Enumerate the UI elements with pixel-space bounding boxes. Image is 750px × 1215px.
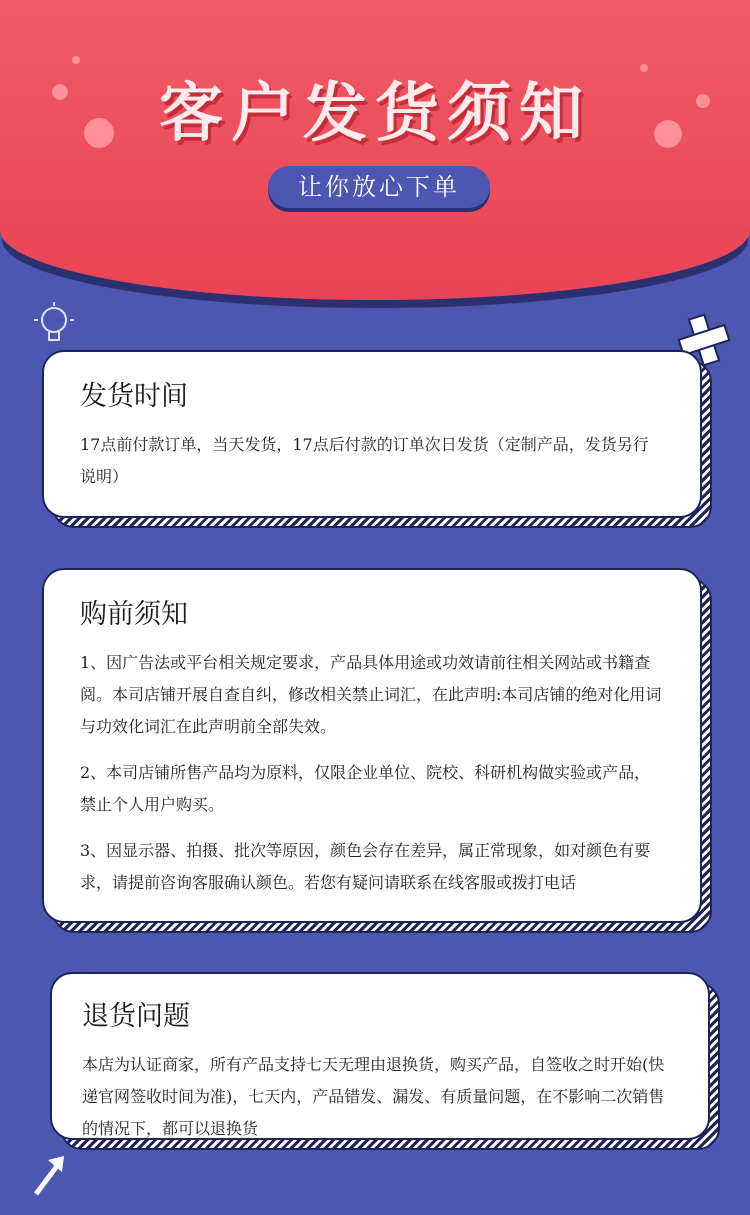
purchase-notice-card	[42, 568, 702, 923]
section-text: 17点前付款订单，当天发货，17点后付款的订单次日发货（定制产品，发货另行说明）	[80, 435, 649, 486]
return-policy-card	[50, 972, 710, 1140]
header-banner	[0, 0, 750, 300]
section-text: 1、因广告法或平台相关规定要求，产品具体用途或功效请前往相关网站或书籍查阅。本司店铺开展自查自纠，修改相关禁止词汇，在此声明:本司店铺的绝对化用词与功效化词汇在此声明前全部失效。	[80, 653, 662, 736]
page-title: 客户发货须知	[159, 76, 591, 151]
section-text: 本店为认证商家，所有产品支持七天无理由退换货，购买产品，自签收之时开始(快递官网签收时间为准)，七天内，产品错发、漏发、有质量问题，在不影响二次销售的情况下，都可以退换货	[82, 1055, 665, 1138]
section-title: 退货问题	[82, 1001, 190, 1032]
shipping-time-card	[42, 350, 702, 518]
arrow-icon	[30, 1150, 70, 1200]
section-title: 发货时间	[80, 381, 188, 412]
section-text: 2、本司店铺所售产品均为原料，仅限企业单位、院校、科研机构做实验或产品，禁止个人用户购买。	[80, 763, 651, 814]
subtitle-badge: 让你放心下单	[268, 166, 490, 208]
section-text: 3、因显示器、拍摄、批次等原因，颜色会存在差异，属正常现象，如对颜色有要求，请提前咨询客服确认颜色。若您有疑问请联系在线客服或拨打电话	[80, 841, 651, 892]
section-title: 购前须知	[80, 599, 188, 630]
lightbulb-icon	[32, 300, 76, 350]
